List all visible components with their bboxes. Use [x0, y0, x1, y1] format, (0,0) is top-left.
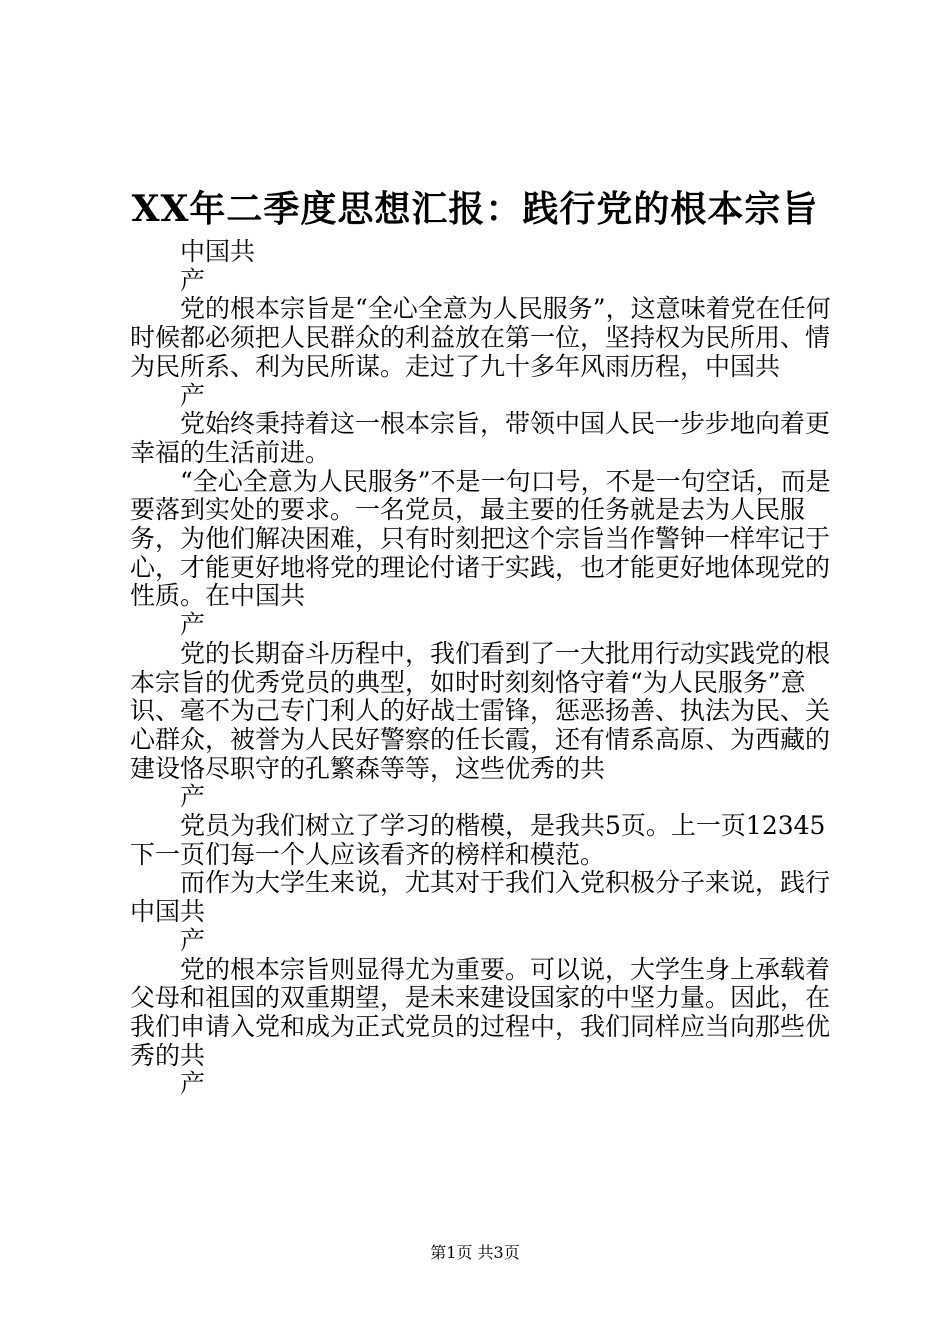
paragraph: 党的长期奋斗历程中，我们看到了一大批用行动实践党的根本宗旨的优秀党员的典型，如时时刻刻恪守着“为人民服务”意识、毫不为己专门利人的好战士雷锋，惩恶扬善、执法为民、关心群众，被誉为人民好警察的任长霞，还有情系高原、为西藏的建设恪尽职守的孔繁森等等，这些优秀的共 [130, 638, 831, 783]
paragraph: 产 [180, 610, 206, 640]
paragraph: 而作为大学生来说，尤其对于我们入党积极分子来说，践行中国共 [130, 868, 831, 927]
document-title: XX年二季度思想汇报：践行党的根本宗旨 [131, 188, 819, 230]
paragraph: 党的根本宗旨是“全心全意为人民服务”，这意味着党在任何时候都必须把人民群众的利益放在第一位，坚持权为民所用、情为民所系、利为民所谋。走过了九十多年风雨历程，中国共 [130, 294, 831, 381]
paragraph: 产 [180, 782, 206, 812]
paragraph: 党的根本宗旨则显得尤为重要。可以说，大学生身上承载着父母和祖国的双重期望，是未来建设国家的中坚力量。因此，在我们申请入党和成为正式党员的过程中，我们同样应当向那些优秀的共 [130, 954, 831, 1070]
paragraph: 产 [180, 265, 206, 295]
document-body [130, 238, 850, 1099]
paragraph: 产 [180, 380, 206, 410]
paragraph: 产 [180, 925, 206, 955]
paragraph: 中国共 [180, 237, 256, 266]
paragraph: 党始终秉持着这一根本宗旨，带领中国人民一步步地向着更幸福的生活前进。 [130, 409, 831, 467]
paragraph: 党员为我们树立了学习的楷模，是我共5页。上一页12345下一页们每一个人应该看齐的榜样和模范。 [130, 811, 826, 869]
paragraph: 产 [180, 1069, 206, 1099]
page-footer: 第1页 共3页 [430, 1243, 520, 1262]
paragraph: “全心全意为人民服务”不是一句口号，不是一句空话，而是要落到实处的要求。一名党员，最主要的任务就是去为人民服务，为他们解决困难，只有时刻把这个宗旨当作警钟一样牢记于心，才能更好地将党的理论付诸于实践，也才能更好地体现党的性质。在中国共 [130, 466, 831, 611]
